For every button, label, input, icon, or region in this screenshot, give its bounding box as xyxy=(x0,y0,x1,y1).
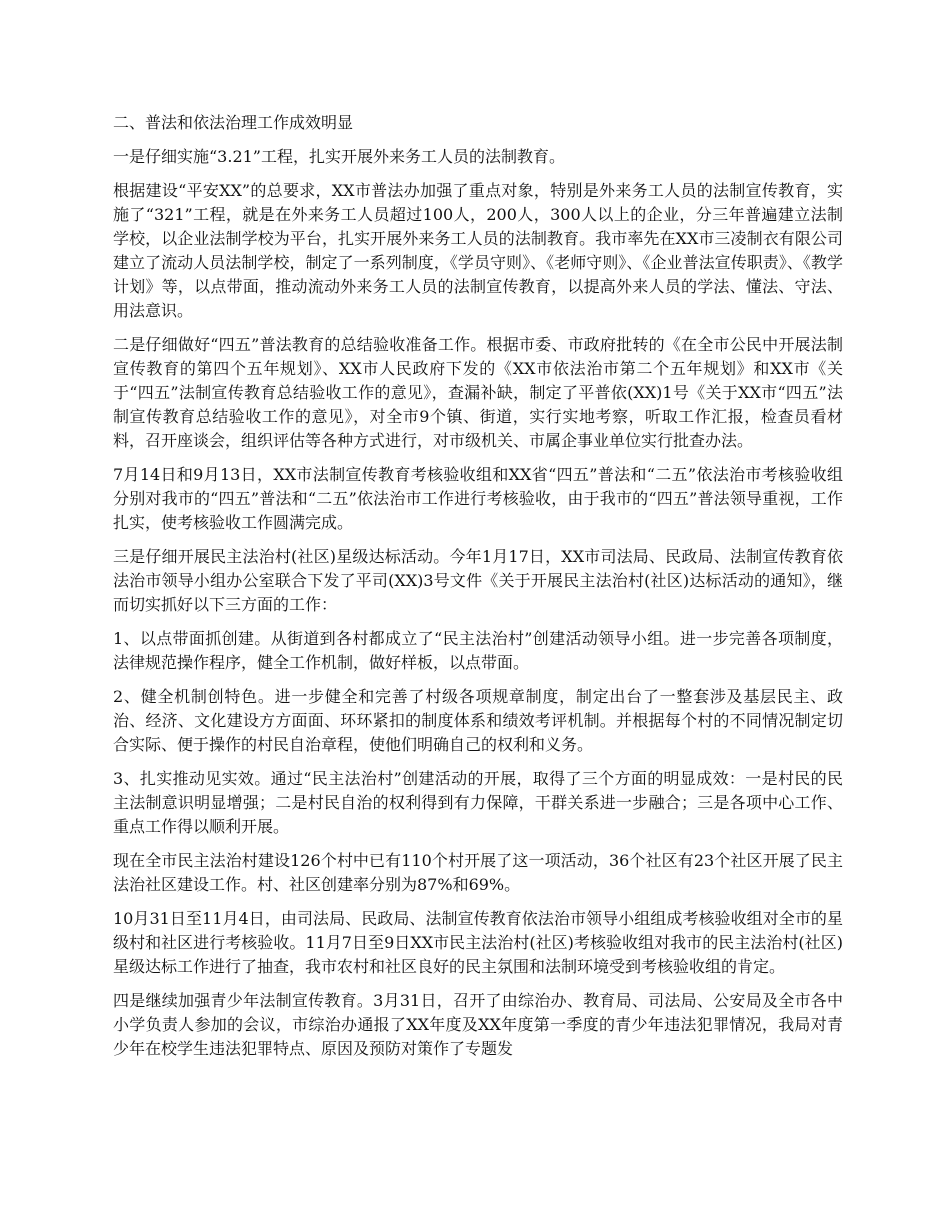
paragraph: 一是仔细实施“3.21”工程，扎实开展外来务工人员的法制教育。 xyxy=(113,147,565,166)
document-body xyxy=(113,111,843,1071)
paragraph: 四是继续加强青少年法制宣传教育。3月31日，召开了由综治办、教育局、司法局、公安局及全市各中小学负责人参加的会议，市综治办通报了XX年度及XX年度第一季度的青少年违法犯罪情况，我局对青少年在校学生违法犯罪特点、原因及预防对策作了专题发 xyxy=(113,991,843,1058)
paragraph: 7月14日和9月13日，XX市法制宣传教育考核验收组和XX省“四五”普法和“二五”依法治市考核验收组分别对我市的“四五”普法和“二五”依法治市工作进行考核验收，由于我市的“四五”普法领导重视，工作扎实，使考核验收工作圆满完成。 xyxy=(113,465,843,532)
list-item: 2、健全机制创特色。进一步健全和完善了村级各项规章制度，制定出台了一整套涉及基层民主、政治、经济、文化建设方方面面、环环紧扣的制度体系和绩效考评机制。并根据每个村的不同情况制定切合实际、便于操作的村民自治章程，使他们明确自己的权利和义务。 xyxy=(113,687,843,754)
paragraph: 二是仔细做好“四五”普法教育的总结验收准备工作。根据市委、市政府批转的《在全市公民中开展法制宣传教育的第四个五年规划》、XX市人民政府下发的《XX市依法治市第二个五年规划》和XX市《关于“四五”法制宣传教育总结验收工作的意见》，查漏补缺，制定了平普依(XX)1号《关于XX市“四五”法制宣传教育总结验收工作的意见》，对全市9个镇、街道，实行实地考察，听取工作汇报，检查员看材料，召开座谈会，组织评估等各种方式进行，对市级机关、市属企事业单位实行批查办法。 xyxy=(113,335,843,450)
paragraph: 三是仔细开展民主法治村(社区)星级达标活动。今年1月17日，XX市司法局、民政局、法制宣传教育依法治市领导小组办公室联合下发了平司(XX)3号文件《关于开展民主法治村(社区)达标活动的通知》，继而切实抓好以下三方面的工作： xyxy=(113,547,843,614)
section-heading: 二、普法和依法治理工作成效明显 xyxy=(113,113,354,132)
paragraph: 现在全市民主法治村建设126个村中已有110个村开展了这一项活动，36个社区有23个社区开展了民主法治社区建设工作。村、社区创建率分别为87%和69%。 xyxy=(113,851,843,894)
paragraph: 根据建设“平安XX”的总要求，XX市普法办加强了重点对象，特别是外来务工人员的法制宣传教育，实施了“321”工程，就是在外来务工人员超过100人，200人，300人以上的企业，分三年普遍建立法制学校，以企业法制学校为平台，扎实开展外来务工人员的法制教育。我市率先在XX市三凌制衣有限公司建立了流动人员法制学校，制定了一系列制度，《学员守则》、《老师守则》、《企业普法宣传职责》、《教学计划》等，以点带面，推动流动外来务工人员的法制宣传教育，以提高外来人员的学法、懂法、守法、用法意识。 xyxy=(113,181,843,320)
list-item: 3、扎实推动见实效。通过“民主法治村”创建活动的开展，取得了三个方面的明显成效：一是村民的民主法制意识明显增强；二是村民自治的权利得到有力保障，干群关系进一步融合；三是各项中心工作、重点工作得以顺利开展。 xyxy=(113,769,843,836)
paragraph: 10月31日至11月4日，由司法局、民政局、法制宣传教育依法治市领导小组组成考核验收组对全市的星级村和社区进行考核验收。11月7日至9日XX市民主法治村(社区)考核验收组对我市的民主法治村(社区)星级达标工作进行了抽查，我市农村和社区良好的民主氛围和法制环境受到考核验收组的肯定。 xyxy=(113,909,843,976)
list-item: 1、以点带面抓创建。从街道到各村都成立了“民主法治村”创建活动领导小组。进一步完善各项制度，法律规范操作程序，健全工作机制，做好样板，以点带面。 xyxy=(113,629,843,672)
